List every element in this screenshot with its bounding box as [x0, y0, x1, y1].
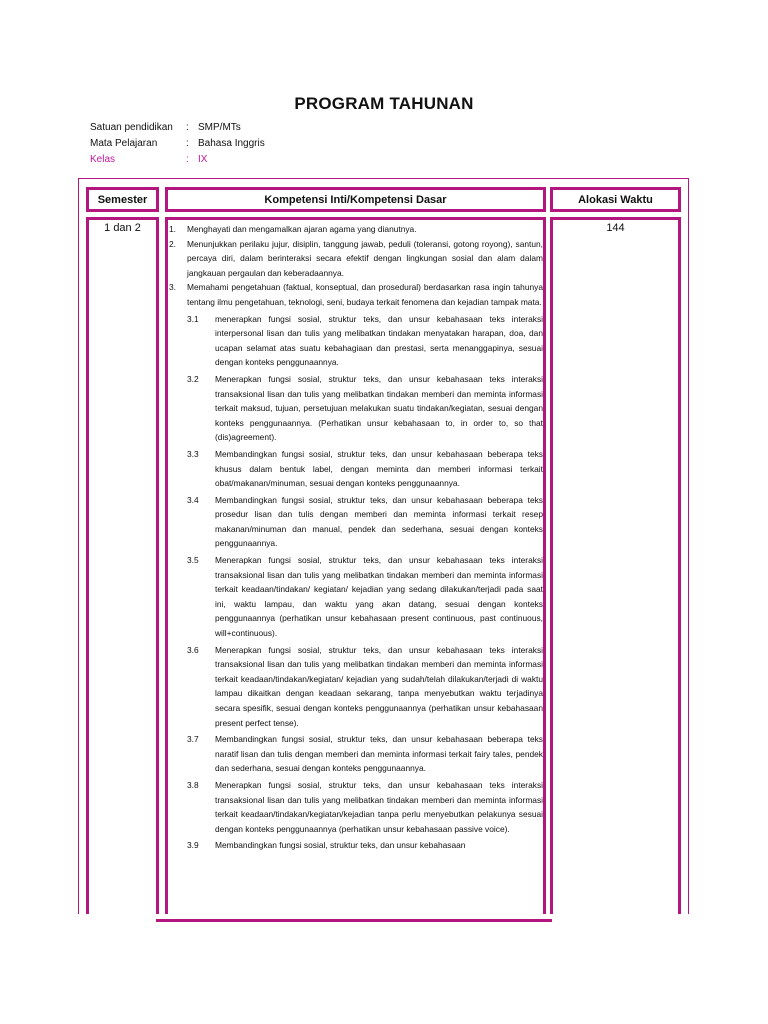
header-semester: Semester — [86, 187, 159, 212]
kd-item — [187, 312, 543, 370]
alokasi-value: 144 — [606, 222, 625, 234]
ki-number: 2. — [169, 238, 176, 249]
kd-text: Menerapkan fungsi sosial, struktur teks, dan unsur kebahasaan teks interaksi transaksional lisan dan tulis yang melibatkan tindakan memberi dan meminta informasi terkait keadaan/tindakan/kegiatan/ kejadian yang sudah/telah dilakukan/terjadi di waktu lampau dikaitkan dengan keadaan sekarang, tanpa menyebutkan waktu terjadinya secara spesifik, sesuai dengan konteks penggunaannya (perhatikan unsur kebahasaan present perfect tense). — [215, 644, 543, 728]
col-border — [86, 217, 89, 914]
meta-value: IX — [198, 154, 208, 165]
kompetensi-content — [169, 222, 543, 853]
meta-sep: : — [186, 138, 189, 149]
kd-number: 3.7 — [187, 734, 199, 745]
meta-sep: : — [186, 154, 189, 165]
header-kompetensi: Kompetensi Inti/Kompetensi Dasar — [165, 187, 546, 212]
kd-item — [187, 838, 543, 853]
col-border — [156, 217, 159, 914]
ki-item — [169, 237, 543, 281]
kd-item — [187, 732, 543, 776]
ki-text: Menghayati dan mengamalkan ajaran agama yang dianutnya. — [187, 224, 417, 234]
kd-text: Menerapkan fungsi sosial, struktur teks, dan unsur kebahasaan teks interaksi transaksional lisan dan tulis yang melibatkan tindakan memberi dan meminta informasi terkait keadaan/tindakan/kegiatan/kejadian tanpa perlu menyebutkan pelakunya sesuai dengan konteks penggunaannya (perhatikan unsur kebahasaan passive voice). — [215, 779, 543, 834]
meta-row-kelas — [90, 154, 207, 165]
kd-item — [187, 553, 543, 641]
row-border — [550, 217, 681, 220]
meta-key: Kelas — [90, 154, 116, 165]
kd-text: Membandingkan fungsi sosial, struktur teks, dan unsur kebahasaan beberapa teks khusus dalam bentuk label, dengan meminta dan memberi informasi terkait obat/makanan/minuman, sesuai dengan konteks penggunaannya. — [215, 448, 543, 489]
kd-item — [187, 778, 543, 836]
meta-key: Mata Pelajaran — [90, 138, 158, 149]
meta-value: SMP/MTs — [198, 122, 241, 133]
meta-row-satuan — [90, 122, 241, 133]
kd-number: 3.3 — [187, 448, 199, 459]
ki-text: Menunjukkan perilaku jujur, disiplin, tanggung jawab, peduli (toleransi, gotong royong), santun, percaya diri, dalam berinteraksi secara efektif dengan lingkungan sosial dan alam dalam jangkauan pergaulan dan keberadaannya. — [187, 238, 543, 278]
kd-number: 3.9 — [187, 840, 199, 851]
ki-item — [169, 280, 543, 309]
bottom-rule — [156, 919, 552, 922]
meta-value: Bahasa Inggris — [198, 138, 265, 149]
row-border — [165, 217, 546, 220]
meta-sep: : — [186, 122, 189, 133]
row-border — [86, 217, 159, 220]
header-alokasi: Alokasi Waktu — [550, 187, 681, 212]
kd-text: Membandingkan fungsi sosial, struktur teks, dan unsur kebahasaan beberapa teks prosedur lisan dan tulis dengan memberi dan meminta informasi terkait resep makanan/minuman dan manual, pendek dan sederhana, sesuai dengan konteks penggunaannya. — [215, 494, 543, 549]
ki-text: Memahami pengetahuan (faktual, konseptual, dan prosedural) berdasarkan rasa ingin tahunya tentang ilmu pengetahuan, teknologi, seni, budaya terkait fenomena dan kejadian tampak mata. — [187, 282, 543, 307]
col-border — [678, 217, 681, 914]
semester-value: 1 dan 2 — [104, 222, 141, 234]
kd-text: Menerapkan fungsi sosial, struktur teks, dan unsur kebahasaan teks interaksi transaksional lisan dan tulis yang melibatkan tindakan memberi dan meminta informasi terkait maksud, tujuan, persetujuan melakukan suatu tindakan/kegiatan, sesuai dengan konteks penggunaannya. (Perhatikan unsur kebahasaan to, in order to, so that (dis)agreement). — [215, 373, 543, 443]
kd-number: 3.8 — [187, 779, 199, 790]
col-border — [165, 217, 168, 914]
kd-number: 3.4 — [187, 494, 199, 505]
kd-item — [187, 447, 543, 491]
kd-number: 3.2 — [187, 373, 199, 384]
kd-text: Menerapkan fungsi sosial, struktur teks, dan unsur kebahasaan teks interaksi transaksional lisan dan tulis yang melibatkan tindakan memberi dan meminta informasi terkait keadaan/tindakan/ kegiatan/ kejadian yang sedang dilakukan/terjadi pada saat ini, waktu lampau, dan waktu yang akan datang, sesuai dengan konteks penggunaannya (perhatikan unsur kebahasaan present continuous, past continuous, will+continuous). — [215, 555, 543, 639]
page-title: PROGRAM TAHUNAN — [294, 94, 474, 113]
col-border — [550, 217, 553, 914]
kd-item — [187, 643, 543, 731]
ki-item — [169, 222, 543, 237]
kd-text: Membandingkan fungsi sosial, struktur teks, dan unsur kebahasaan beberapa teks naratif lisan dan tulis dengan memberi dan meminta informasi terkait fairy tales, pendek dan sederhana, sesuai dengan konteks penggunaannya. — [215, 734, 543, 774]
ki-number: 3. — [169, 282, 176, 293]
kd-number: 3.6 — [187, 644, 199, 655]
ki-number: 1. — [169, 224, 176, 234]
meta-key: Satuan pendidikan — [90, 122, 173, 133]
kd-text: Membandingkan fungsi sosial, struktur teks, dan unsur kebahasaan — [215, 840, 466, 851]
kd-number: 3.5 — [187, 555, 199, 566]
kd-item — [187, 493, 543, 551]
kd-item — [187, 372, 543, 445]
kd-number: 3.1 — [187, 313, 199, 324]
kd-text: menerapkan fungsi sosial, struktur teks, dan unsur kebahasaan teks interaksi interpersonal lisan dan tulis yang melibatkan tindakan menyatakan harapan, doa, dan ucapan selamat atas suatu kebahagiaan dan prestasi, serta menanggapinya, sesuai dengan konteks penggunaannya. — [215, 313, 543, 368]
meta-row-mapel — [90, 138, 265, 149]
col-border — [543, 217, 546, 914]
